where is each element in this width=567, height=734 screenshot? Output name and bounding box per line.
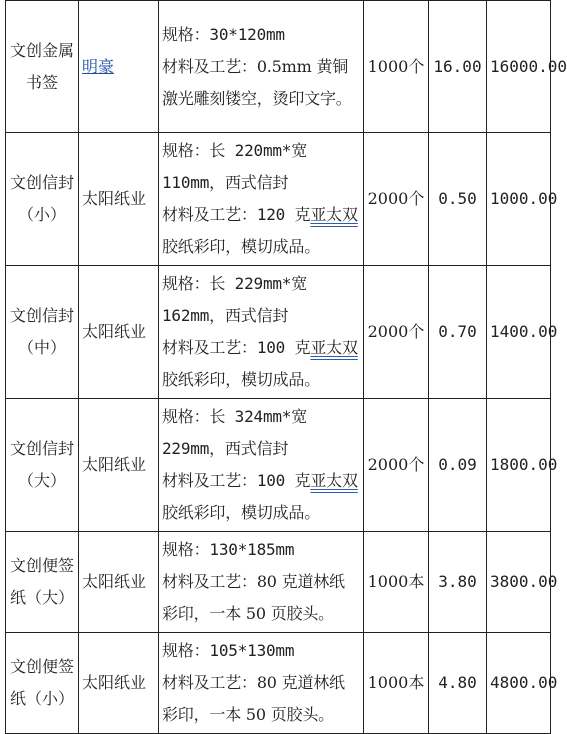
quantity: 1000个 — [367, 56, 425, 76]
spec-size: 长 220mm*宽110mm，西式信封 — [162, 141, 308, 192]
quantity-cell — [364, 633, 429, 734]
product-name: 文创便签纸（小） — [9, 657, 74, 708]
total-cell — [487, 633, 558, 734]
spec-cell — [159, 266, 364, 399]
material-text: 80 克道林纸彩印，一本 50 页胶头。 — [162, 572, 345, 623]
total-amount: 3800.00 — [490, 572, 558, 591]
material-text: 胶纸彩印，模切成品。 — [162, 370, 321, 389]
quantity: 1000本 — [367, 572, 425, 591]
spec-label: 规格： — [162, 141, 210, 160]
product-name: 文创金属书签 — [9, 40, 74, 92]
supplier-name: 太阳纸业 — [82, 189, 147, 208]
total-cell — [487, 532, 558, 633]
supplier-name: 太阳纸业 — [82, 673, 147, 692]
table-row — [6, 266, 551, 399]
spec-size: 30*120mm — [209, 24, 285, 44]
material-label: 材料及工艺： — [162, 673, 257, 692]
unit-price-cell — [429, 1, 487, 133]
spec-size: 长 229mm*宽162mm，西式信封 — [162, 274, 308, 325]
material-label: 材料及工艺： — [162, 338, 257, 357]
supplier-cell — [79, 133, 159, 266]
spec-cell — [159, 1, 364, 133]
quantity-cell — [364, 399, 429, 532]
material-label: 材料及工艺： — [162, 56, 257, 76]
table-row — [6, 399, 551, 532]
quantity-cell — [364, 1, 429, 133]
quantity: 2000个 — [367, 322, 425, 341]
supplier-name: 太阳纸业 — [82, 322, 147, 341]
quantity-cell — [364, 133, 429, 266]
product-name: 文创信封（小） — [9, 173, 74, 224]
quantity: 1000本 — [367, 673, 425, 692]
product-name-cell — [6, 266, 79, 399]
supplier-name: 太阳纸业 — [82, 572, 147, 591]
spec-cell — [159, 633, 364, 734]
total-amount: 16000.00 — [490, 56, 567, 76]
total-amount: 1000.00 — [490, 189, 558, 208]
material-text: 胶纸彩印，模切成品。 — [162, 503, 321, 522]
unit-price: 4.80 — [438, 673, 477, 692]
material-brand-underlined: 亚太双 — [310, 205, 358, 224]
total-amount: 1400.00 — [490, 322, 558, 341]
unit-price-cell — [429, 532, 487, 633]
quantity: 2000个 — [367, 189, 425, 208]
material-weight: 100 克 — [256, 338, 311, 357]
table-row — [6, 1, 551, 133]
total-amount: 1800.00 — [490, 455, 558, 474]
table-row — [6, 133, 551, 266]
supplier-cell — [79, 266, 159, 399]
material-weight: 100 克 — [256, 471, 311, 490]
product-name-cell — [6, 532, 79, 633]
material-label: 材料及工艺： — [162, 205, 257, 224]
material-text: 胶纸彩印，模切成品。 — [162, 237, 321, 256]
spec-size: 长 324mm*宽229mm，西式信封 — [162, 407, 308, 458]
product-name-cell — [6, 633, 79, 734]
unit-price-cell — [429, 133, 487, 266]
spec-label: 规格： — [162, 641, 210, 660]
spec-label: 规格： — [162, 274, 210, 293]
table-row — [6, 633, 551, 734]
spec-cell — [159, 399, 364, 532]
table-row — [6, 532, 551, 633]
material-text: 80 克道林纸彩印，一本 50 页胶头。 — [162, 673, 345, 724]
total-cell — [487, 1, 567, 133]
unit-price-cell — [429, 399, 487, 532]
material-brand-underlined: 亚太双 — [310, 338, 358, 357]
unit-price: 0.70 — [438, 322, 477, 341]
quantity-cell — [364, 266, 429, 399]
material-brand-underlined: 亚太双 — [310, 471, 358, 490]
spec-cell — [159, 532, 364, 633]
spec-size: 130*185mm — [209, 540, 295, 559]
total-cell — [487, 266, 558, 399]
quantity: 2000个 — [367, 455, 425, 474]
spec-label: 规格： — [162, 540, 210, 559]
material-label: 材料及工艺： — [162, 471, 257, 490]
spec-size: 105*130mm — [209, 641, 295, 660]
product-table — [5, 0, 567, 734]
product-name-cell — [6, 399, 79, 532]
spec-label: 规格： — [162, 407, 210, 426]
material-weight: 120 克 — [256, 205, 311, 224]
unit-price-cell — [429, 633, 487, 734]
total-cell — [487, 133, 558, 266]
product-name-cell — [6, 133, 79, 266]
material-text: 0.5mm 黄铜激光雕刻镂空，烫印文字。 — [162, 56, 352, 108]
spec-cell — [159, 133, 364, 266]
product-name: 文创信封（中） — [9, 306, 74, 357]
product-name: 文创便签纸（大） — [9, 556, 74, 607]
total-amount: 4800.00 — [490, 673, 558, 692]
quantity-cell — [364, 532, 429, 633]
product-name: 文创信封（大） — [9, 439, 74, 490]
unit-price: 0.50 — [438, 189, 477, 208]
total-cell — [487, 399, 558, 532]
supplier-cell — [79, 532, 159, 633]
unit-price: 3.80 — [438, 572, 477, 591]
supplier-cell — [79, 1, 159, 133]
unit-price-cell — [429, 266, 487, 399]
unit-price: 0.09 — [438, 455, 477, 474]
supplier-cell — [79, 399, 159, 532]
supplier-name: 太阳纸业 — [82, 455, 147, 474]
product-name-cell — [6, 1, 79, 133]
material-label: 材料及工艺： — [162, 572, 257, 591]
spec-label: 规格： — [162, 24, 210, 44]
supplier-cell — [79, 633, 159, 734]
unit-price: 16.00 — [433, 56, 482, 76]
supplier-link[interactable]: 明豪 — [82, 56, 115, 76]
